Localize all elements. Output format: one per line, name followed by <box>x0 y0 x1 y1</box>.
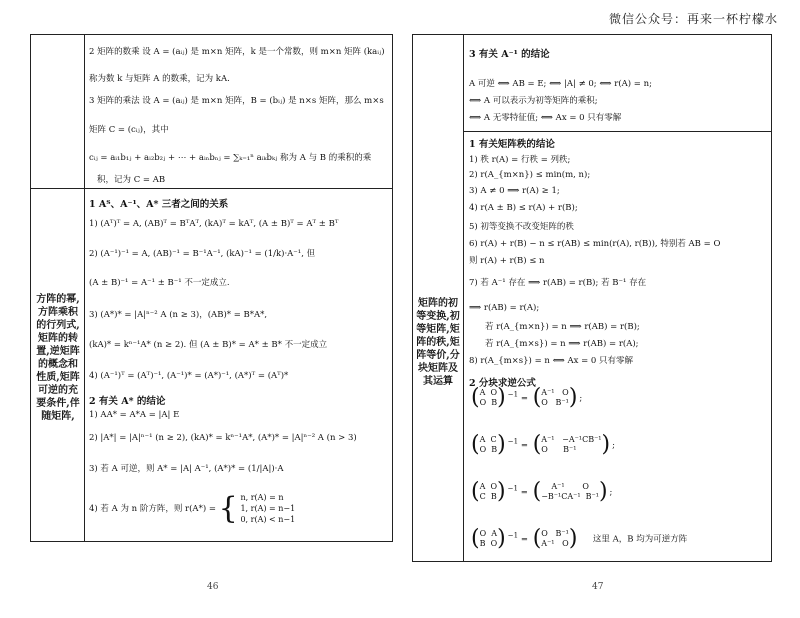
topic-line: 矩阵的转 <box>38 333 78 344</box>
matrix-scalar-multiplication-text: 2 矩阵的数乘 设 A = (aᵢⱼ) 是 m×n 矩阵，k 是一个常数，则 m×n 矩阵 (kaᵢⱼ) <box>89 47 385 57</box>
formula-line: 4) (A⁻¹)ᵀ = (Aᵀ)⁻¹, (A⁻¹)* = (A*)⁻¹, (A*)ᵀ = (Aᵀ)* <box>89 371 289 381</box>
block-matrix: ( A O C B ) <box>471 479 506 504</box>
block-matrix: ( A C O B ) <box>471 432 506 457</box>
formula-line: 3) (A*)* = |A|ⁿ⁻² A (n ≥ 3)，(AB)* = B*A*, <box>89 310 268 320</box>
topic-line: 要条件,伴 <box>36 398 80 409</box>
block-inverse-formula-2: ( A C O B ) $^{-1}$ = ( A⁻¹ −A⁻¹CB⁻¹ O B⁻¹ ) ; <box>471 432 615 457</box>
topic-line: 可逆的充 <box>38 385 78 396</box>
formula-line: ⟹ r(AB) = r(A); <box>469 303 540 313</box>
formula-line: ⟺ A 可以表示为初等矩阵的乘积; <box>469 96 598 106</box>
formula-line: 若 r(A_{m×n}) = n ⟹ r(AB) = r(B); <box>485 322 640 332</box>
topic-line: 性质,矩阵 <box>36 372 80 383</box>
row-divider <box>463 131 771 132</box>
formula-line: ⟺ A 无零特征值; ⟺ Ax = 0 只有零解 <box>469 113 622 123</box>
topic-line: 方阵的幂, <box>36 294 80 305</box>
formula-line: (A ± B)⁻¹ = A⁻¹ ± B⁻¹ 不一定成立. <box>89 278 230 288</box>
formula-line: (kA)* = kⁿ⁻¹A* (n ≥ 2). 但 (A ± B)* = A* ± B* 不一定成立 <box>89 340 328 350</box>
left-topic-label <box>33 293 83 423</box>
block-inverse-formula-4: ( O A B O ) $^{-1}$ = ( O B⁻¹ A⁻¹ O ) 这里 A，B 均为可逆方阵 <box>471 526 688 551</box>
formula-line: 2) r(A_{m×n}) ≤ min(m, n); <box>469 170 591 180</box>
formula-line: 5) 初等变换不改变矩阵的秩 <box>469 222 574 232</box>
rank-cases-brace: { n, r(A) = n 1, r(A) = n−1 0, r(A) < n−1 <box>218 490 296 526</box>
topic-line: 的概念和 <box>38 359 78 370</box>
column-divider <box>84 35 85 541</box>
block-matrix: ( A⁻¹ O −B⁻¹CA⁻¹ B⁻¹ ) <box>532 479 608 504</box>
formula-line: 1) (Aᵀ)ᵀ = A, (AB)ᵀ = BᵀAᵀ, (kA)ᵀ = kAᵀ, (A ± B)ᵀ = Aᵀ ± Bᵀ <box>89 219 339 229</box>
topic-line: 其运算 <box>423 376 453 387</box>
topic-line: 阵的秩,矩 <box>416 337 460 348</box>
block-matrix: ( O A B O ) <box>471 526 506 551</box>
formula-line: 若 r(A_{m×s}) = n ⟹ r(AB) = r(A); <box>485 339 639 349</box>
formula-line: 3) 若 A 可逆，则 A* = |A| A⁻¹, (A*)* = (1/|A|)·A <box>89 464 284 474</box>
left-page-table <box>30 34 393 542</box>
topic-line: 等变换,初 <box>416 311 460 322</box>
formula-line: 4) r(A ± B) ≤ r(A) + r(B); <box>469 203 578 213</box>
topic-line: 等矩阵,矩 <box>416 324 460 335</box>
formula-line: 8) r(A_{m×s}) = n ⟺ Ax = 0 只有零解 <box>469 356 634 366</box>
page-number-left: 46 <box>207 582 219 592</box>
column-divider <box>463 131 464 561</box>
topic-line: 置,逆矩阵 <box>36 346 80 357</box>
matrix-multiplication-text: 矩阵 C = (cᵢⱼ)，其中 <box>89 125 169 135</box>
topic-line: 随矩阵, <box>41 411 75 422</box>
section-title-adjugate: 2 有关 A* 的结论 <box>89 396 166 407</box>
case-line: 1, r(A) = n−1 <box>240 504 296 513</box>
block-matrix: ( O B⁻¹ A⁻¹ O ) <box>532 526 578 551</box>
formula-line: 2) (A⁻¹)⁻¹ = A, (AB)⁻¹ = B⁻¹A⁻¹, (kA)⁻¹ = (1/k)·A⁻¹, 但 <box>89 249 316 259</box>
matrix-multiplication-text: 3 矩阵的乘法 设 A = (aᵢⱼ) 是 m×n 矩阵，B = (bᵢⱼ) 是 n×s 矩阵，那么 m×s <box>89 96 384 106</box>
block-inverse-note: 这里 A，B 均为可逆方阵 <box>592 534 688 545</box>
block-matrix: ( A⁻¹ −A⁻¹CB⁻¹ O B⁻¹ ) <box>532 432 611 457</box>
formula-line: 3) A ≠ 0 ⟹ r(A) ≥ 1; <box>469 186 560 196</box>
formula-line: 4) 若 A 为 n 阶方阵，则 r(A*) = <box>89 504 216 514</box>
block-inverse-formula-1: ( A O O B ) $^{-1}$ = ( A⁻¹ O O B⁻¹ ) ; <box>471 385 583 410</box>
formula-line: A 可逆 ⟺ AB = E; ⟺ |A| ≠ 0; ⟺ r(A) = n; <box>469 79 652 89</box>
formula-line: 则 r(A) + r(B) ≤ n <box>469 256 545 266</box>
matrix-product-formula: 积，记为 C = AB <box>97 175 166 185</box>
page-number-right: 47 <box>592 582 604 592</box>
case-line: 0, r(A) < n−1 <box>240 515 296 524</box>
rank-of-adjugate-formula <box>89 492 295 525</box>
formula-line: 7) 若 A⁻¹ 存在 ⟹ r(AB) = r(B); 若 B⁻¹ 存在 <box>469 278 647 288</box>
right-page-table <box>412 34 772 562</box>
formula-line: 2) |A*| = |A|ⁿ⁻¹ (n ≥ 2), (kA)* = kⁿ⁻¹A*, (A*)* = |A|ⁿ⁻² A (n > 3) <box>89 433 357 443</box>
formula-line: 1) 秩 r(A) = 行秩 = 列秩; <box>469 155 571 165</box>
topic-line: 阵等价,分 <box>416 350 460 361</box>
section-title-inverse: 3 有关 A⁻¹ 的结论 <box>469 49 550 60</box>
column-divider <box>463 35 464 131</box>
block-inverse-formula-3: ( A O C B ) $^{-1}$ = ( A⁻¹ O −B⁻¹CA⁻¹ B⁻¹ ) ; <box>471 479 613 504</box>
matrix-product-formula: cᵢⱼ = aᵢ₁b₁ⱼ + aᵢ₂b₂ⱼ + ⋯ + aᵢₙbₙⱼ = ∑ₖ₌₁ⁿ aᵢₖbₖⱼ 称为 A 与 B 的乘积的乘 <box>89 153 372 163</box>
topic-line: 的行列式, <box>36 320 80 331</box>
matrix-scalar-multiplication-text: 称为数 k 与矩阵 A 的数乘，记为 kA. <box>89 74 230 84</box>
page-header: 微信公众号：再来一杯柠檬水 <box>608 12 778 26</box>
block-matrix: ( A O O B ) <box>471 385 506 410</box>
section-title-block-inverse: 2 分块求逆公式 <box>469 378 536 389</box>
topic-line: 方阵乘积 <box>38 307 78 318</box>
section-title-rank: 1 有关矩阵秩的结论 <box>469 139 555 150</box>
formula-line: 6) r(A) + r(B) − n ≤ r(AB) ≤ min(r(A), r(B)), 特别若 AB = O <box>469 239 721 249</box>
block-matrix: ( A⁻¹ O O B⁻¹ ) <box>532 385 578 410</box>
case-line: n, r(A) = n <box>240 493 284 502</box>
section-title-transpose-inverse-adjugate: 1 Aᵀ、A⁻¹、A* 三者之间的关系 <box>89 199 229 210</box>
topic-line: 矩阵的初 <box>418 298 458 309</box>
formula-line: 1) AA* = A*A = |A| E <box>89 410 180 420</box>
right-topic-label <box>414 297 462 388</box>
topic-line: 块矩阵及 <box>418 363 458 374</box>
row-divider <box>31 188 392 189</box>
